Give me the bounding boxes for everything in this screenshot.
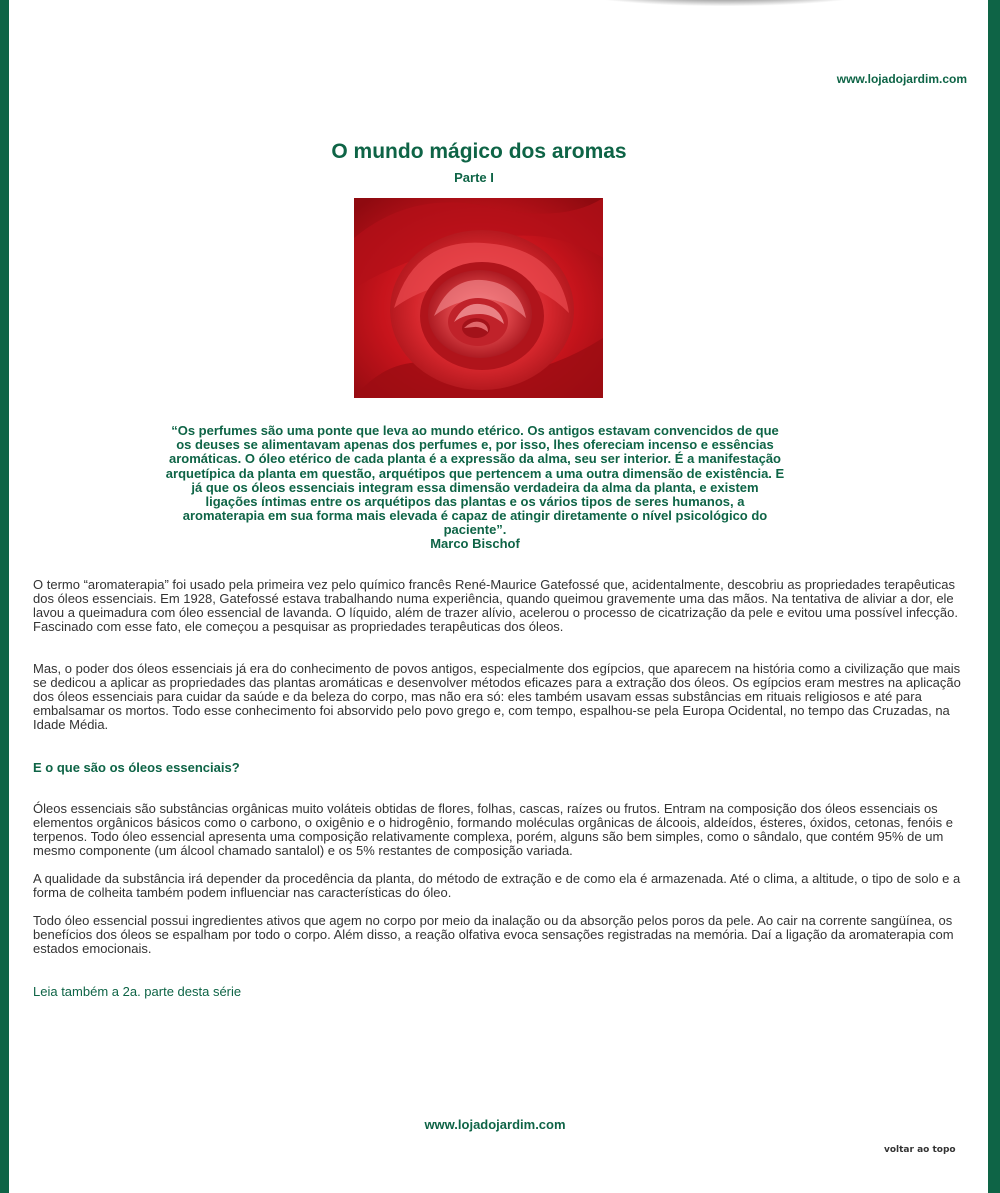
back-to-top-link[interactable]: voltar ao topo [884, 1145, 956, 1155]
site-link-bottom[interactable]: www.lojadojardim.com [424, 1117, 566, 1132]
paragraph-quality: A qualidade da substância irá depender da procedência da planta, do método de extração e de como ela é armazenada. Até o clima, a altitude, o tipo de solo e a forma de colheita também podem influenciar nas características do óleo. [33, 871, 961, 900]
paragraph-definition: Óleos essenciais são substâncias orgânicas muito voláteis obtidas de flores, folhas, cascas, raízes ou frutos. Entram na composição dos óleos essenciais os elementos orgânicos básicos como o carbono, o oxigênio e o hidrogênio, formando moléculas orgânicas de álcoois, aldeídos, ésteres, óxidos, cetonas, fenóis e terpenos. Todo óleo essencial apresenta uma composição relativamente complexa, porém, alguns são bem simples, como o sândalo, que contém 95% de um mesmo componente (um álcool chamado santalol) e os 5% restantes de composição variada. [33, 801, 953, 858]
page-subtitle: Parte I [454, 170, 494, 185]
paragraph-history-gatefosse: O termo “aromaterapia” foi usado pela primeira vez pelo químico francês René-Maurice Gatefossé que, acidentalmente, descobriu as propriedades terapêuticas dos óleos essenciais. Em 1928, Gatefossé estava trabalhando numa experiência, quando queimou gravemente uma das mãos. Na tentativa de aliviar a dor, ele lavou a queimadura com óleo essencial de lavanda. O líquido, além de trazer alívio, acelerou o processo de cicatrização da pele e evitou uma possível infecção. Fascinado com esse fato, ele começou a pesquisar as propriedades terapêuticas dos óleos. [33, 577, 958, 634]
quote-author: Marco Bischof [430, 536, 520, 551]
paragraph-active-ingredients: Todo óleo essencial possui ingredientes ativos que agem no corpo por meio da inalação ou da absorção pelos poros da pele. Ao cair na corrente sangüínea, os benefícios dos óleos se espalham por todo o corpo. Além disso, a reação olfativa evoca sensações registradas na memória. Daí a ligação da aromaterapia com estados emocionais. [33, 913, 954, 956]
paragraph-ancient-egyptians: Mas, o poder dos óleos essenciais já era do conhecimento de povos antigos, especialmente dos egípcios, que aparecem na história como a civilização que mais se dedicou a aplicar as propriedades das plantas aromáticas e desenvolver métodos eficazes para a extração dos óleos. Os egípcios eram mestres na aplicação dos óleos essenciais para cuidar da saúde e da beleza do corpo, mas não era só: eles também usavam essas substâncias em rituais religiosos e até para embalsamar os mortos. Todo esse conhecimento foi absorvido pelo povo grego e, com tempo, espalhou-se pela Europa Ocidental, no tempo das Cruzadas, na Idade Média. [33, 661, 961, 732]
right-border-bar [988, 0, 1000, 1193]
red-rose-photo [354, 198, 603, 398]
page-title: O mundo mágico dos aromas [331, 140, 627, 163]
top-decorative-arc [560, 0, 890, 6]
section-heading: E o que são os óleos essenciais? [33, 760, 240, 775]
read-part-two-link[interactable]: Leia também a 2a. parte desta série [33, 984, 242, 999]
quote-text: “Os perfumes são uma ponte que leva ao mundo etérico. Os antigos estavam convencidos de que os deuses se alimentavam apenas dos perfumes e, por isso, lhes ofereciam incenso e essências aromáticas. O óleo etérico de cada planta é a expressão da alma, seu ser interior. É a manifestação arquetípica da planta em questão, arquétipos que pertencem a uma outra dimensão de existência. E já que os óleos essenciais integram essa dimensão verdadeira da alma da planta, e existem ligações íntimas entre os arquétipos das plantas e os vários tipos de seres humanos, a aromaterapia em sua forma mais elevada é capaz de atingir diretamente o nível psicológico do paciente”. [165, 423, 785, 538]
site-link-top[interactable]: www.lojadojardim.com [836, 72, 967, 86]
